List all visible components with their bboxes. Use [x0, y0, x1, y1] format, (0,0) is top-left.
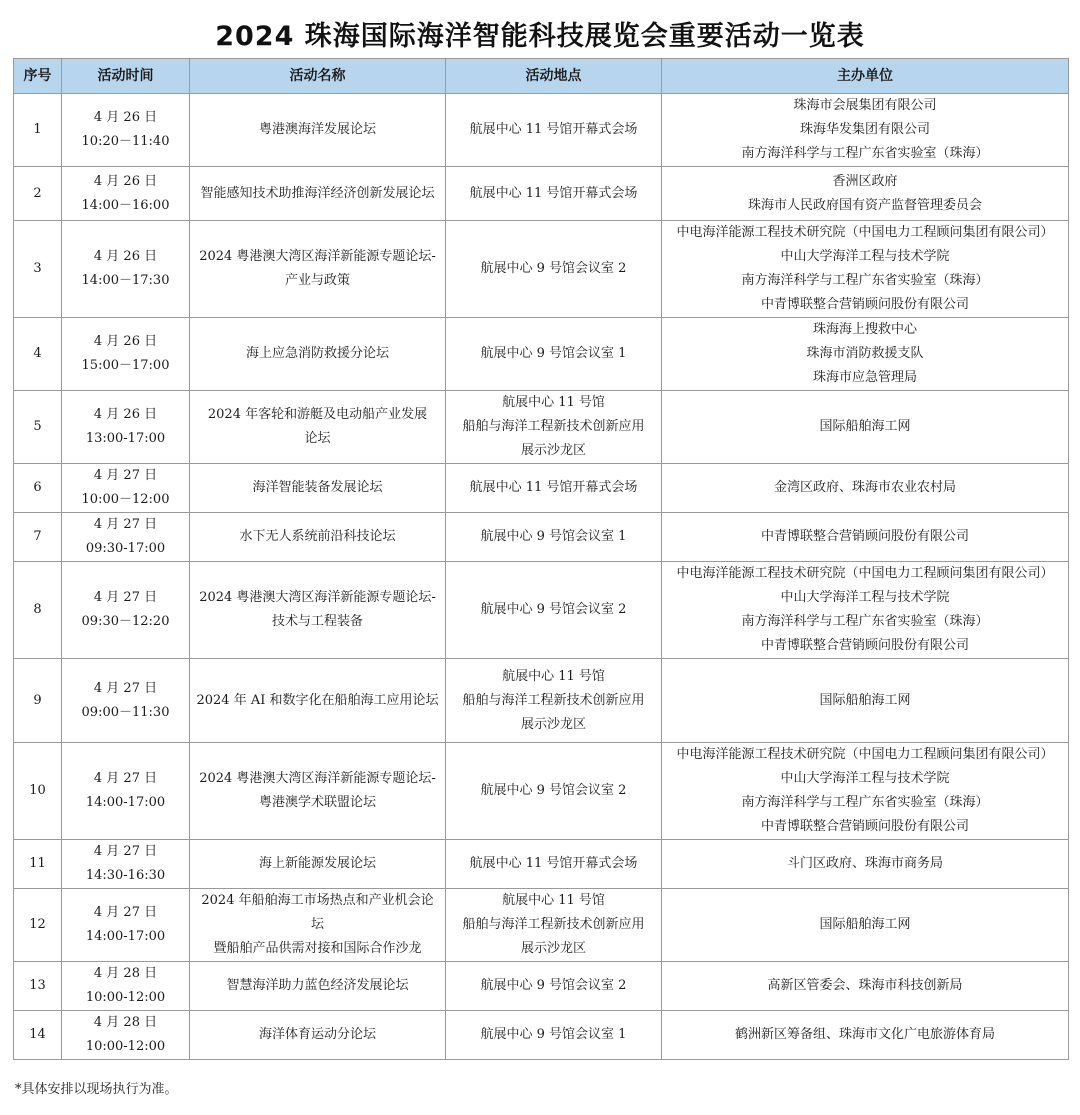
cell-location: [446, 318, 662, 391]
cell-time-line: 4 月 28 日: [93, 1015, 158, 1030]
table-row: [14, 562, 1069, 659]
cell-event-name-line: 2024 粤港澳大湾区海洋新能源专题论坛-: [199, 249, 436, 264]
cell-number: 7: [14, 513, 62, 562]
cell-location: [446, 513, 662, 562]
cell-organizers-line: 珠海市消防救援支队: [806, 346, 924, 361]
cell-organizers-line: 高新区管委会、珠海市科技创新局: [767, 978, 963, 993]
cell-time-line: 15:00－17:00: [81, 358, 170, 373]
cell-organizers-line: 中青博联整合营销顾问股份有限公司: [760, 529, 969, 544]
cell-organizers-line: 金湾区政府、珠海市农业农村局: [773, 480, 956, 495]
cell-time-line: 10:00－12:00: [81, 492, 170, 507]
cell-time: [62, 167, 190, 221]
cell-time-line: 10:20－11:40: [81, 134, 170, 149]
cell-organizers: [662, 840, 1069, 889]
cell-location-line: 船舶与海洋工程新技术创新应用: [462, 419, 645, 434]
cell-time-line: 10:00-12:00: [85, 1039, 166, 1054]
table-row: [14, 391, 1069, 464]
cell-event-name-line: 暨船舶产品供需对接和国际合作沙龙: [213, 941, 422, 956]
cell-organizers-line: 珠海市应急管理局: [812, 370, 917, 385]
cell-time: [62, 94, 190, 167]
cell-location: [446, 659, 662, 743]
cell-organizers-line: 中电海洋能源工程技术研究院（中国电力工程顾问集团有限公司）: [676, 225, 1054, 240]
cell-organizers-line: 中山大学海洋工程与技术学院: [780, 249, 950, 264]
cell-location: [446, 464, 662, 513]
cell-time-line: 4 月 27 日: [93, 680, 158, 696]
cell-event-name-line: 智能感知技术助推海洋经济创新发展论坛: [200, 185, 435, 201]
cell-time-line: 4 月 26 日: [93, 110, 158, 125]
cell-number: 2: [14, 167, 62, 221]
cell-organizers: [662, 962, 1069, 1011]
cell-organizers-line: 香洲区政府: [832, 173, 898, 189]
cell-organizers-line: 斗门区政府、珠海市商务局: [786, 856, 943, 871]
cell-number: 11: [14, 840, 62, 889]
cell-time: [62, 562, 190, 659]
cell-organizers-line: 南方海洋科学与工程广东省实验室（珠海）: [741, 795, 989, 810]
cell-time: [62, 840, 190, 889]
cell-event-name-line: 海上应急消防救援分论坛: [245, 346, 389, 361]
cell-location-line: 航展中心 11 号馆: [502, 395, 605, 410]
cell-time-line: 14:00－17:30: [81, 273, 170, 288]
cell-organizers: [662, 562, 1069, 659]
table-row: [14, 743, 1069, 840]
cell-location: [446, 962, 662, 1011]
cell-location: [446, 840, 662, 889]
page-title: 2024 珠海国际海洋智能科技展览会重要活动一览表: [215, 21, 865, 52]
cell-organizers-line: 国际船舶海工网: [819, 419, 911, 434]
cell-location-line: 航展中心 9 号馆会议室 2: [480, 978, 627, 993]
cell-number: 14: [14, 1011, 62, 1060]
cell-time-line: 13:00-17:00: [85, 431, 166, 446]
cell-organizers: [662, 94, 1069, 167]
cell-time-line: 14:00－16:00: [81, 197, 170, 213]
cell-time-line: 4 月 27 日: [93, 517, 158, 532]
cell-event-name: [190, 743, 446, 840]
table-row: [14, 167, 1069, 221]
cell-organizers-line: 中青博联整合营销顾问股份有限公司: [760, 297, 969, 312]
cell-event-name-line: 粤港澳学术联盟论坛: [258, 795, 376, 810]
cell-event-name: [190, 513, 446, 562]
cell-event-name-line: 海洋智能装备发展论坛: [252, 480, 383, 495]
cell-location-line: 展示沙龙区: [520, 941, 586, 956]
cell-event-name-line: 2024 年客轮和游艇及电动船产业发展: [207, 407, 428, 422]
cell-event-name: [190, 840, 446, 889]
header-row: [14, 59, 1069, 94]
cell-event-name: [190, 962, 446, 1011]
header-name: 活动名称: [190, 59, 446, 94]
cell-location-line: 展示沙龙区: [520, 443, 586, 458]
cell-location: [446, 889, 662, 962]
cell-time-line: 4 月 26 日: [93, 249, 158, 264]
table-row: [14, 464, 1069, 513]
cell-location-line: 航展中心 9 号馆会议室 1: [480, 346, 627, 361]
cell-time-line: 10:00-12:00: [85, 990, 166, 1005]
cell-time-line: 09:30-17:00: [85, 541, 166, 556]
cell-event-name-line: 海洋体育运动分论坛: [258, 1027, 376, 1042]
cell-number: 5: [14, 391, 62, 464]
cell-organizers-line: 国际船舶海工网: [819, 917, 911, 932]
cell-organizers-line: 南方海洋科学与工程广东省实验室（珠海）: [741, 614, 989, 629]
cell-time-line: 4 月 28 日: [93, 966, 158, 981]
cell-location-line: 航展中心 11 号馆开幕式会场: [469, 122, 638, 137]
cell-number: 6: [14, 464, 62, 513]
cell-time-line: 4 月 26 日: [93, 407, 158, 422]
cell-location: [446, 391, 662, 464]
cell-location-line: 航展中心 11 号馆开幕式会场: [469, 480, 638, 495]
cell-event-name: [190, 464, 446, 513]
cell-time-line: 09:30－12:20: [81, 614, 170, 629]
cell-location-line: 航展中心 11 号馆: [502, 893, 605, 908]
cell-location-line: 船舶与海洋工程新技术创新应用: [462, 692, 645, 708]
cell-event-name: [190, 659, 446, 743]
cell-organizers: [662, 464, 1069, 513]
cell-organizers-line: 中山大学海洋工程与技术学院: [780, 590, 950, 605]
cell-time: [62, 743, 190, 840]
cell-organizers-line: 南方海洋科学与工程广东省实验室（珠海）: [741, 273, 989, 288]
cell-organizers: [662, 167, 1069, 221]
cell-number: 8: [14, 562, 62, 659]
cell-location-line: 展示沙龙区: [520, 716, 586, 732]
cell-event-name: [190, 94, 446, 167]
cell-event-name-line: 水下无人系统前沿科技论坛: [239, 529, 396, 544]
cell-time: [62, 962, 190, 1011]
table-row: [14, 840, 1069, 889]
cell-time-line: 4 月 27 日: [93, 844, 158, 859]
cell-event-name-line: 2024 年船舶海工市场热点和产业机会论: [201, 893, 434, 908]
cell-location-line: 船舶与海洋工程新技术创新应用: [462, 917, 645, 932]
cell-time: [62, 513, 190, 562]
cell-location: [446, 221, 662, 318]
cell-organizers: [662, 391, 1069, 464]
cell-event-name-line: 产业与政策: [284, 273, 350, 288]
cell-location: [446, 562, 662, 659]
cell-location-line: 航展中心 9 号馆会议室 2: [480, 602, 627, 617]
cell-number: 3: [14, 221, 62, 318]
table-row: [14, 221, 1069, 318]
cell-organizers: [662, 318, 1069, 391]
cell-organizers-line: 珠海市人民政府国有资产监督管理委员会: [747, 197, 982, 213]
cell-time-line: 4 月 26 日: [93, 173, 158, 189]
cell-event-name-line: 坛: [310, 917, 324, 932]
cell-organizers-line: 中青博联整合营销顾问股份有限公司: [760, 638, 969, 653]
cell-location: [446, 1011, 662, 1060]
cell-number: 9: [14, 659, 62, 743]
cell-event-name-line: 粤港澳海洋发展论坛: [258, 122, 376, 137]
cell-event-name-line: 技术与工程装备: [271, 614, 363, 629]
cell-location-line: 航展中心 9 号馆会议室 1: [480, 1027, 627, 1042]
cell-time-line: 14:00-17:00: [85, 929, 166, 944]
cell-location-line: 航展中心 11 号馆: [502, 668, 605, 684]
cell-time-line: 4 月 27 日: [93, 905, 158, 920]
cell-location-line: 航展中心 9 号馆会议室 1: [480, 529, 627, 544]
cell-organizers-line: 鹤洲新区筹备组、珠海市文化广电旅游体育局: [734, 1027, 995, 1042]
table-row: [14, 318, 1069, 391]
cell-event-name: [190, 889, 446, 962]
cell-time-line: 09:00－11:30: [81, 704, 170, 720]
cell-event-name-line: 2024 年 AI 和数字化在船舶海工应用论坛: [196, 692, 439, 708]
cell-organizers: [662, 513, 1069, 562]
cell-organizers-line: 珠海市会展集团有限公司: [793, 98, 937, 113]
cell-event-name: [190, 562, 446, 659]
schedule-body: [14, 94, 1069, 1060]
cell-number: 1: [14, 94, 62, 167]
cell-time: [62, 318, 190, 391]
cell-time: [62, 391, 190, 464]
header-no: 序号: [14, 59, 62, 94]
header-location: 活动地点: [446, 59, 662, 94]
cell-location: [446, 167, 662, 221]
cell-time-line: 4 月 27 日: [93, 771, 158, 786]
table-row: [14, 1011, 1069, 1060]
cell-event-name-line: 2024 粤港澳大湾区海洋新能源专题论坛-: [199, 590, 436, 605]
table-row: [14, 889, 1069, 962]
cell-time: [62, 889, 190, 962]
cell-organizers-line: 珠海海上搜救中心: [812, 322, 917, 337]
cell-time-line: 14:30-16:30: [85, 868, 166, 883]
cell-organizers: [662, 221, 1069, 318]
cell-number: 10: [14, 743, 62, 840]
cell-event-name-line: 智慧海洋助力蓝色经济发展论坛: [226, 978, 409, 993]
table-row: [14, 94, 1069, 167]
cell-location-line: 航展中心 9 号馆会议室 2: [480, 783, 627, 798]
cell-number: 12: [14, 889, 62, 962]
table-row: [14, 962, 1069, 1011]
cell-organizers: [662, 743, 1069, 840]
cell-location: [446, 94, 662, 167]
cell-event-name: [190, 318, 446, 391]
cell-organizers-line: 中山大学海洋工程与技术学院: [780, 771, 950, 786]
cell-event-name: [190, 167, 446, 221]
cell-event-name-line: 论坛: [304, 431, 331, 446]
cell-number: 13: [14, 962, 62, 1011]
cell-time: [62, 464, 190, 513]
cell-number: 4: [14, 318, 62, 391]
cell-organizers-line: 国际船舶海工网: [819, 692, 911, 708]
cell-event-name: [190, 221, 446, 318]
cell-organizers: [662, 659, 1069, 743]
cell-organizers-line: 珠海华发集团有限公司: [799, 122, 930, 137]
table-row: [14, 659, 1069, 743]
cell-organizers: [662, 1011, 1069, 1060]
cell-time: [62, 1011, 190, 1060]
cell-time-line: 14:00-17:00: [85, 795, 166, 810]
footnote: *具体安排以现场执行为准。: [15, 1082, 178, 1097]
cell-time: [62, 221, 190, 318]
cell-organizers-line: 中电海洋能源工程技术研究院（中国电力工程顾问集团有限公司）: [676, 747, 1054, 762]
cell-event-name-line: 海上新能源发展论坛: [258, 856, 376, 871]
cell-time-line: 4 月 27 日: [93, 590, 158, 605]
cell-location-line: 航展中心 11 号馆开幕式会场: [469, 856, 638, 871]
header-time: 活动时间: [62, 59, 190, 94]
schedule-table: [13, 58, 1069, 1060]
cell-event-name: [190, 391, 446, 464]
cell-location-line: 航展中心 11 号馆开幕式会场: [469, 185, 638, 201]
cell-organizers: [662, 889, 1069, 962]
cell-time-line: 4 月 27 日: [93, 468, 158, 483]
header-organizer: 主办单位: [662, 59, 1069, 94]
cell-location-line: 航展中心 9 号馆会议室 2: [480, 261, 627, 276]
cell-time-line: 4 月 26 日: [93, 334, 158, 349]
cell-time: [62, 659, 190, 743]
table-row: [14, 513, 1069, 562]
cell-organizers-line: 中电海洋能源工程技术研究院（中国电力工程顾问集团有限公司）: [676, 566, 1054, 581]
cell-organizers-line: 南方海洋科学与工程广东省实验室（珠海）: [741, 146, 989, 161]
cell-location: [446, 743, 662, 840]
cell-organizers-line: 中青博联整合营销顾问股份有限公司: [760, 819, 969, 834]
cell-event-name-line: 2024 粤港澳大湾区海洋新能源专题论坛-: [199, 771, 436, 786]
cell-event-name: [190, 1011, 446, 1060]
